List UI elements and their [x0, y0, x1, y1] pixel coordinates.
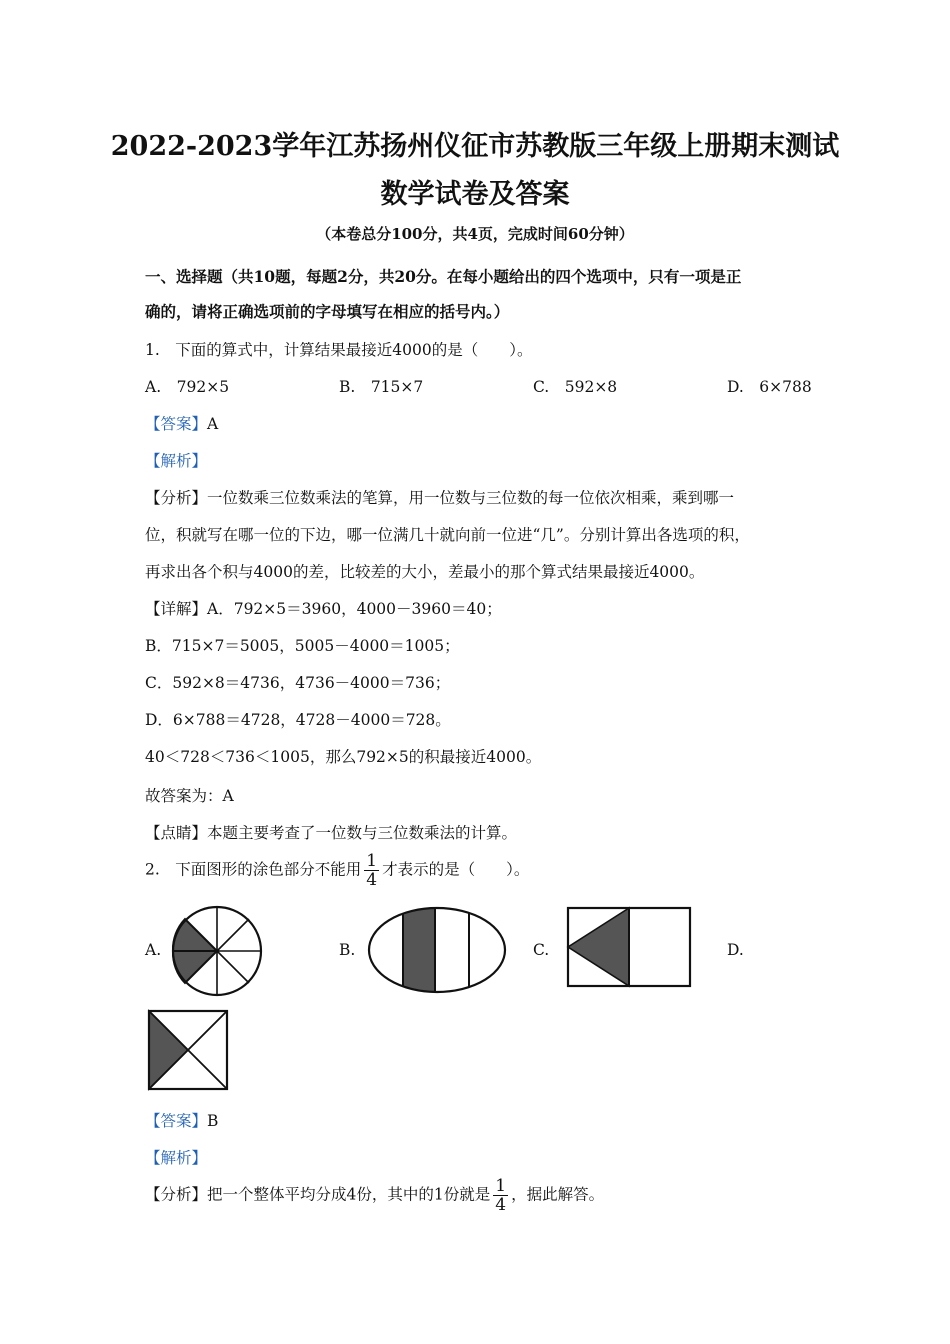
document-title-line2: 数学试卷及答案: [380, 179, 570, 210]
figure-b-outline: [369, 908, 505, 992]
figure-c-shaded-triangle: [568, 908, 629, 986]
figure-a-circle: [172, 905, 262, 995]
q1-xiangjie-line1: [145, 597, 502, 619]
figure-a-shaded-sector-2: [173, 951, 217, 983]
q1-xiangjie-line3: C．592×8＝4736，4736－4000＝736；: [145, 674, 451, 692]
fenxi-tag: 【分析】: [145, 1185, 208, 1204]
q2-fenxi: [145, 1177, 604, 1214]
fraction-denominator: 4: [495, 1195, 507, 1215]
fraction-one-quarter: [493, 1177, 508, 1214]
answer-value: A: [207, 415, 219, 433]
q1-fenxi-line2: 位，积就写在哪一位的下边，哪一位满几十就向前一位进“几”。分别计算出各选项的积，: [145, 526, 750, 544]
q1-xiangjie-line2: B．715×7＝5005，5005－4000＝1005；: [145, 637, 460, 655]
dianjing-tag: 【点睛】: [145, 824, 208, 842]
fraction-numerator: 1: [495, 1176, 507, 1196]
fenxi-text-before: 把一个整体平均分成4份，其中的1份就是: [207, 1185, 491, 1204]
fraction-one-quarter: [364, 852, 379, 889]
q1-option-b: B. 715×7: [339, 378, 424, 396]
section-heading-line2: 确的，请将正确选项前的字母填写在相应的括号内。）: [145, 302, 510, 321]
dianjing-text: 本题主要考查了一位数与三位数乘法的计算。: [207, 824, 518, 842]
q1-conclusion: 故答案为：A: [145, 787, 234, 805]
q2-stem-before: 2. 下面图形的涂色部分不能用: [145, 860, 362, 879]
q2-option-d-label: D.: [727, 941, 744, 959]
q1-dianjing: [145, 821, 517, 843]
q1-fenxi-line1: [145, 486, 734, 508]
xiangjie-text: A．792×5＝3960，4000－3960＝40；: [207, 600, 502, 618]
q1-xiangjie-line5: 40＜728＜736＜1005，那么792×5的积最接近4000。: [145, 748, 542, 766]
xiangjie-tag: 【详解】: [145, 600, 208, 618]
q2-option-c-label: C.: [533, 941, 550, 959]
q1-option-c: C. 592×8: [533, 378, 618, 396]
q1-option-a: A. 792×5: [145, 378, 230, 396]
fenxi-text: 一位数乘三位数乘法的笔算，用一位数与三位数的每一位依次相乘，乘到哪一: [207, 489, 735, 507]
fraction-denominator: 4: [366, 870, 378, 890]
figure-b-shaded-strip: [403, 906, 435, 994]
figure-c-rectangle: [567, 907, 691, 987]
answer-tag: 【答案】: [145, 415, 208, 433]
section-heading-line1: 一、选择题（共10题，每题2分，共20分。在每小题给出的四个选项中，只有一项是正: [145, 267, 742, 286]
figure-a-shaded-sector-1: [173, 919, 217, 951]
fraction-numerator: 1: [366, 851, 378, 871]
figure-b-ellipse: [367, 906, 507, 994]
q2-stem: [145, 852, 529, 889]
q1-answer: [145, 412, 218, 434]
document-title-line1: 2022-2023学年江苏扬州仪征市苏教版三年级上册期末测试: [110, 131, 840, 162]
q1-stem: 1. 下面的算式中，计算结果最接近4000的是（ ）。: [145, 341, 533, 359]
q2-answer: [145, 1109, 218, 1131]
q2-option-b-label: B.: [339, 941, 356, 959]
answer-value: B: [207, 1112, 219, 1130]
fenxi-tag: 【分析】: [145, 489, 208, 507]
q1-xiangjie-line4: D．6×788＝4728，4728－4000＝728。: [145, 711, 451, 729]
exam-meta: （本卷总分100分，共4页，完成时间60分钟）: [316, 225, 634, 243]
figure-d-square: [148, 1010, 228, 1090]
q1-option-d: D. 6×788: [727, 378, 812, 396]
q2-jiexi-tag: 【解析】: [145, 1149, 208, 1167]
q2-option-a-label: A.: [145, 941, 162, 959]
figure-d-shaded-triangle: [149, 1011, 188, 1089]
q1-fenxi-line3: 再求出各个积与4000的差，比较差的大小，差最小的那个算式结果最接近4000。: [145, 563, 705, 581]
q2-stem-after: 才表示的是（ ）。: [382, 860, 530, 879]
fenxi-text-after: ，据此解答。: [511, 1185, 605, 1204]
answer-tag: 【答案】: [145, 1112, 208, 1130]
q1-jiexi-tag: 【解析】: [145, 452, 208, 470]
